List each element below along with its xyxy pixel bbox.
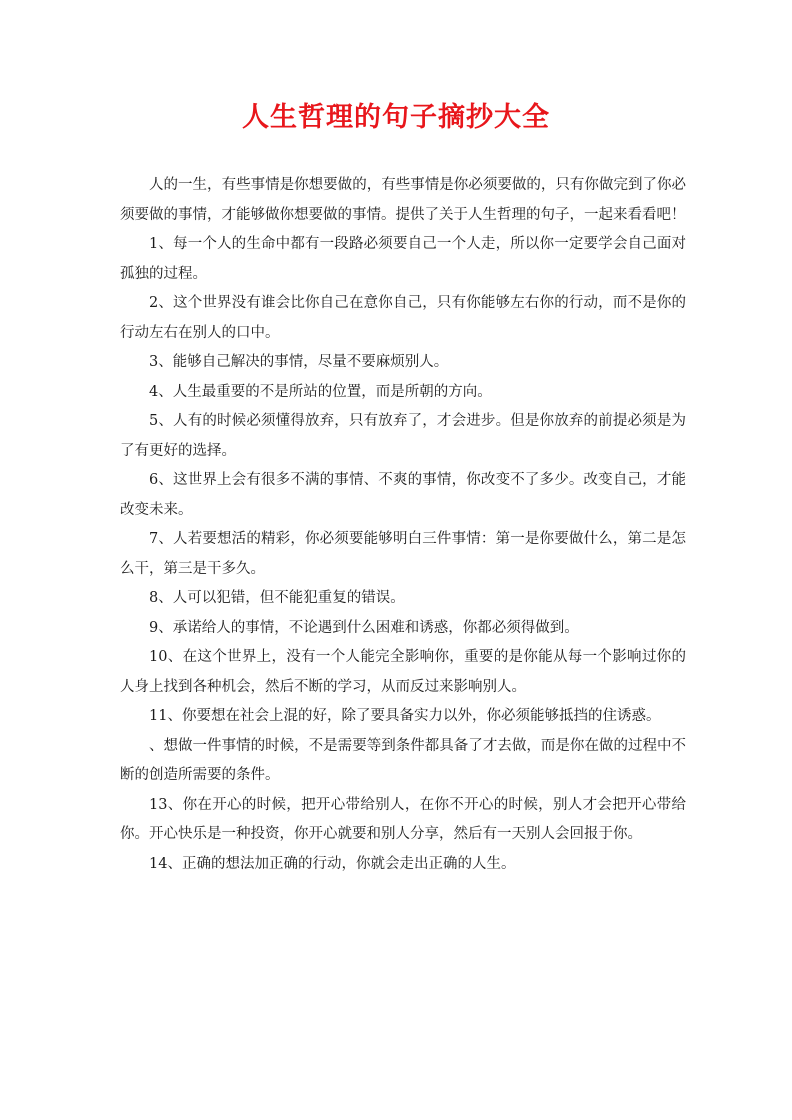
quote-paragraph-11: 11、你要想在社会上混的好，除了要具备实力以外，你必须能够抵挡的住诱惑。 — [149, 708, 661, 724]
quote-paragraph-12: 、想做一件事情的时候，不是需要等到条件都具备了才去做，而是你在做的过程中不断的创造所需要的条件。 — [120, 737, 686, 783]
quote-paragraph-13: 13、你在开心的时候，把开心带给别人，在你不开心的时候，别人才会把开心带给你。开心快乐是一种投资，你开心就要和别人分享，然后有一天别人会回报于你。 — [120, 796, 686, 842]
quote-paragraph-6: 6、这世界上会有很多不满的事情、不爽的事情，你改变不了多少。改变自己，才能改变未来。 — [120, 472, 686, 518]
quote-paragraph-5: 5、人有的时候必须懂得放弃，只有放弃了，才会进步。但是你放弃的前提必须是为了有更好的选择。 — [120, 413, 686, 459]
quote-paragraph-1: 1、每一个人的生命中都有一段路必须要自己一个人走，所以你一定要学会自己面对孤独的过程。 — [120, 236, 686, 282]
quote-paragraph-10: 10、在这个世界上，没有一个人能完全影响你，重要的是你能从每一个影响过你的人身上找到各种机会，然后不断的学习，从而反过来影响别人。 — [120, 649, 686, 695]
intro-paragraph: 人的一生，有些事情是你想要做的，有些事情是你必须要做的，只有你做完到了你必须要做的事情，才能够做你想要做的事情。提供了关于人生哲理的句子，一起来看看吧！ — [120, 177, 686, 223]
quote-paragraph-4: 4、人生最重要的不是所站的位置，而是所朝的方向。 — [149, 383, 492, 400]
quote-paragraph-3: 3、能够自己解决的事情，尽量不要麻烦别人。 — [149, 354, 449, 370]
document-title: 人生哲理的句子摘抄大全 — [242, 102, 550, 133]
quote-paragraph-2: 2、这个世界没有谁会比你自己在意你自己，只有你能够左右你的行动，而不是你的行动左右在别人的口中。 — [120, 295, 686, 341]
quote-paragraph-14: 14、正确的想法加正确的行动，你就会走出正确的人生。 — [149, 855, 516, 872]
document-body — [120, 171, 686, 879]
quote-paragraph-7: 7、人若要想活的精彩，你必须要能够明白三件事情：第一是你要做什么，第二是怎么干，第三是干多久。 — [120, 531, 686, 577]
quote-paragraph-8: 8、人可以犯错，但不能犯重复的错误。 — [149, 590, 405, 606]
quote-paragraph-9: 9、承诺给人的事情，不论遇到什么困难和诱惑，你都必须得做到。 — [149, 619, 579, 636]
